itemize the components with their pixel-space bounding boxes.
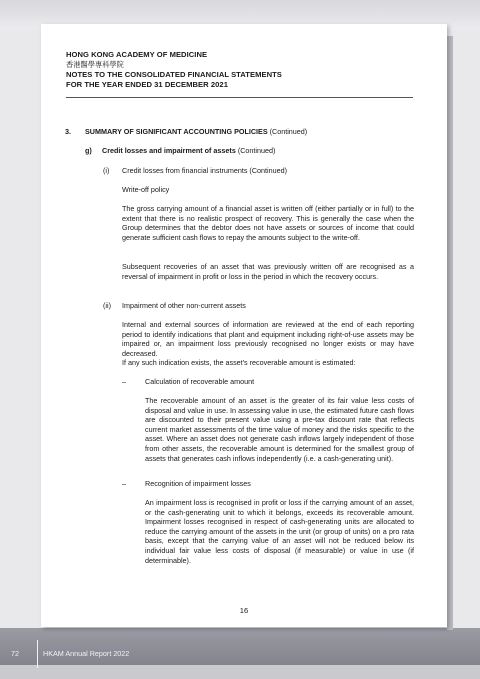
- period-title: FOR THE YEAR ENDED 31 DECEMBER 2021: [66, 80, 228, 89]
- org-name: HONG KONG ACADEMY OF MEDICINE: [66, 50, 208, 59]
- subsection-title-suffix: (Continued): [237, 146, 276, 155]
- bullet-1-dash: –: [122, 377, 126, 386]
- write-off-paragraph-1: The gross carrying amount of a financial asset is written off (either partially or in full) to the extent that there is no realistic prospect of recovery. This is generally the case when the Group determines that the debtor does not have assets or sources of income that could generate sufficient cash flows to repay the amounts subject to the write-off.: [122, 204, 414, 242]
- section-title: SUMMARY OF SIGNIFICANT ACCOUNTING POLICIES: [85, 127, 268, 136]
- subsection-letter: g): [85, 146, 92, 155]
- footer-page-number: 72: [11, 649, 19, 658]
- document-body: [41, 24, 447, 627]
- recoverable-amount-paragraph: The recoverable amount of an asset is the greater of its fair value less costs of disposal and value in use. In assessing value in use, the estimated future cash flows are discounted to their present value using a pre-tax discount rate that reflects current market assessments of the time value of money and the risks specific to the asset. Where an asset does not generate cash inflows largely independent of those from other assets, the recoverable amount is determined for the smallest group of assets that generates cash inflows independently (i.e. a cash-generating unit).: [145, 396, 414, 463]
- org-name-chinese: 香港醫學專科學院: [66, 60, 124, 69]
- footer-divider: [37, 640, 38, 668]
- document-page: [41, 24, 447, 627]
- subsection-heading: [102, 146, 275, 156]
- document-page-number: 16: [239, 606, 249, 615]
- section-title-suffix: (Continued): [269, 127, 308, 136]
- item-ii-marker: (ii): [103, 301, 111, 310]
- notes-title: NOTES TO THE CONSOLIDATED FINANCIAL STATEMENTS: [66, 70, 282, 79]
- bullet-1-title: Calculation of recoverable amount: [145, 377, 255, 386]
- impairment-losses-paragraph: An impairment loss is recognised in profit or loss if the carrying amount of an asset, or the cash-generating unit to which it belongs, exceeds its recoverable amount. Impairment losses recognised in respect of cash-generating units are allocated to reduce the carrying amount of the assets in the unit (or group of units) on a pro rata basis, except that the carrying value of an asset will not be reduced below its individual fair value less costs of disposal (if measurable) or value in use (if determinable).: [145, 498, 414, 565]
- bullet-2-title: Recognition of impairment losses: [145, 479, 251, 488]
- item-ii-title: Impairment of other non-current assets: [122, 301, 246, 310]
- item-i-title: Credit losses from financial instruments (Continued): [122, 166, 287, 175]
- subsection-title: Credit losses and impairment of assets: [102, 146, 236, 155]
- section-number: 3.: [65, 127, 71, 136]
- write-off-paragraph-2: Subsequent recoveries of an asset that was previously written off are recognised as a reversal of impairment in profit or loss in the period in which the recovery occurs.: [122, 262, 414, 281]
- page-footer-strip: [0, 665, 480, 679]
- section-heading: [85, 127, 307, 137]
- impairment-paragraph-2: If any such indication exists, the asset's recoverable amount is estimated:: [122, 358, 356, 367]
- impairment-paragraph-1: Internal and external sources of information are reviewed at the end of each reporting period to identify indications that plant and equipment including right-of-use assets may be impaired or, an impairment loss previously recognised no longer exists or may have decreased.: [122, 320, 414, 358]
- write-off-policy-heading: Write-off policy: [122, 185, 170, 194]
- footer-report-title: HKAM Annual Report 2022: [43, 649, 130, 658]
- page-edge-shadow: [447, 36, 453, 630]
- item-i-marker: (i): [103, 166, 110, 175]
- bullet-2-dash: –: [122, 479, 126, 488]
